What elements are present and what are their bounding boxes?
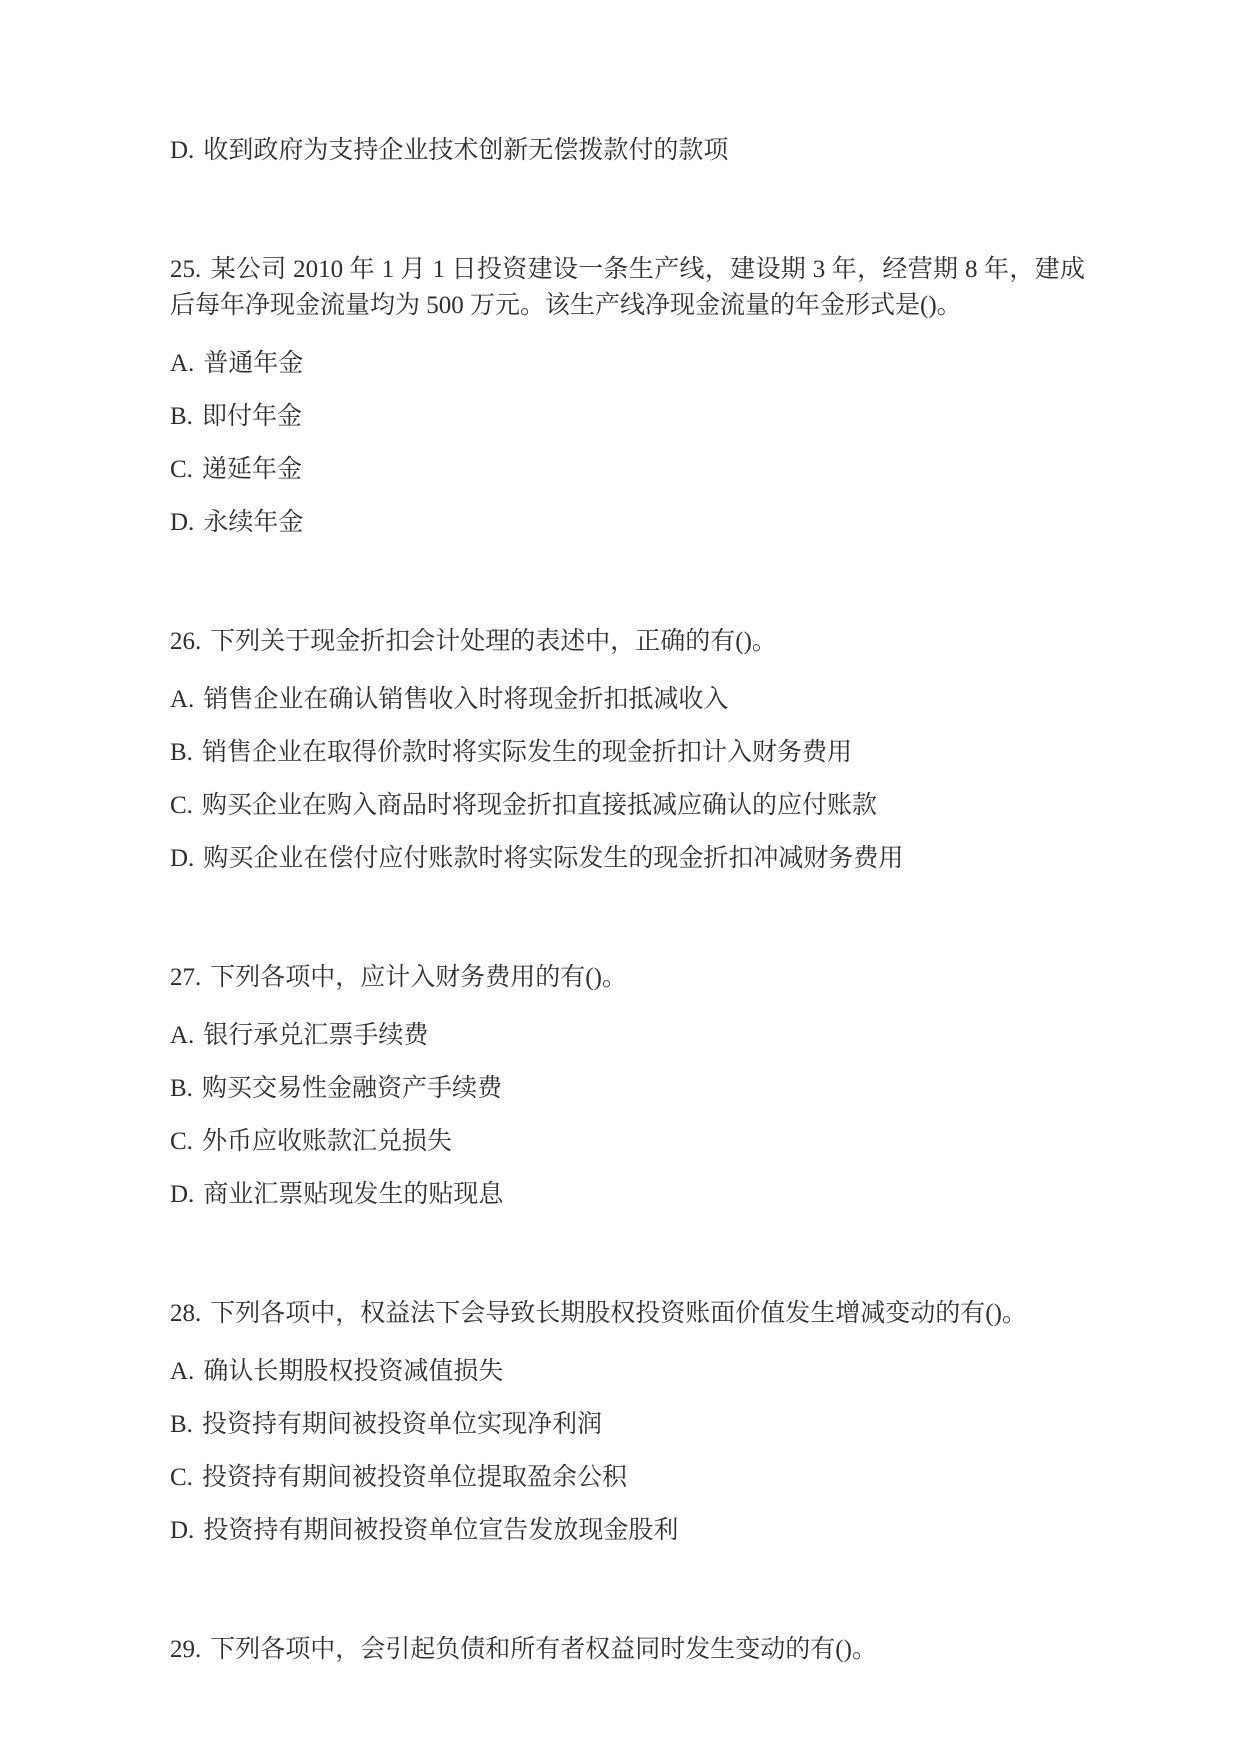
option-label: C.	[170, 1464, 193, 1491]
option-label: C.	[170, 1128, 193, 1155]
question-25-option-d	[170, 510, 1085, 536]
option-label: D.	[170, 1181, 195, 1208]
question-27	[170, 960, 1085, 1208]
option-line-prev-d	[170, 138, 1085, 164]
question-number: 25.	[170, 256, 202, 283]
option-text: 销售企业在确认销售收入时将现金折扣抵减收入	[203, 686, 729, 713]
question-28-stem	[170, 1296, 1085, 1332]
question-27-option-b	[170, 1076, 1085, 1102]
option-label: A.	[170, 1358, 195, 1385]
option-label: C.	[170, 456, 193, 483]
question-25-stem	[170, 252, 1085, 324]
option-text: 银行承兑汇票手续费	[203, 1022, 429, 1049]
option-label: B.	[170, 1075, 193, 1102]
question-number: 26.	[170, 628, 202, 655]
option-text: 销售企业在取得价款时将实际发生的现金折扣计入财务费用	[201, 739, 852, 766]
option-text: 外币应收账款汇兑损失	[201, 1128, 452, 1155]
option-label: D.	[170, 137, 195, 164]
option-label: D.	[170, 1517, 195, 1544]
option-label: B.	[170, 1411, 193, 1438]
question-26-option-b	[170, 740, 1085, 766]
option-text: 购买企业在购入商品时将现金折扣直接抵减应确认的应付账款	[201, 792, 877, 819]
question-26-option-a	[170, 687, 1085, 713]
question-stem-text: 下列各项中，会引起负债和所有者权益同时发生变动的有()。	[210, 1636, 877, 1663]
question-stem-text: 某公司 2010 年 1 月 1 日投资建设一条生产线，建设期 3 年，经营期 8 年，建成后每年净现金流量均为 500 万元。该生产线净现金流量的年金形式是()。	[170, 256, 1085, 319]
question-28-option-c	[170, 1465, 1085, 1491]
option-label: B.	[170, 739, 193, 766]
question-stem-text: 下列各项中，权益法下会导致长期股权投资账面价值发生增减变动的有()。	[210, 1300, 1027, 1327]
question-stem-text: 下列各项中，应计入财务费用的有()。	[210, 964, 627, 991]
option-text: 永续年金	[203, 509, 304, 536]
question-28	[170, 1296, 1085, 1544]
question-27-option-d	[170, 1182, 1085, 1208]
question-25-option-b	[170, 404, 1085, 430]
question-27-option-a	[170, 1023, 1085, 1049]
question-26-stem	[170, 624, 1085, 660]
question-25-option-c	[170, 457, 1085, 483]
question-26-option-d	[170, 846, 1085, 872]
question-25	[170, 252, 1085, 536]
question-27-stem	[170, 960, 1085, 996]
option-text: 商业汇票贴现发生的贴现息	[203, 1181, 504, 1208]
option-text: 确认长期股权投资减值损失	[203, 1358, 504, 1385]
option-label: A.	[170, 686, 195, 713]
option-label: B.	[170, 403, 193, 430]
question-26-option-c	[170, 793, 1085, 819]
question-25-option-a	[170, 351, 1085, 377]
option-label: C.	[170, 792, 193, 819]
option-text: 投资持有期间被投资单位宣告发放现金股利	[203, 1517, 679, 1544]
option-label: A.	[170, 350, 195, 377]
question-number: 28.	[170, 1300, 202, 1327]
option-label: D.	[170, 509, 195, 536]
question-stem-text: 下列关于现金折扣会计处理的表述中，正确的有()。	[210, 628, 777, 655]
question-number: 29.	[170, 1636, 202, 1663]
question-number: 27.	[170, 964, 202, 991]
option-text: 收到政府为支持企业技术创新无偿拨款付的款项	[203, 137, 729, 164]
option-label: A.	[170, 1022, 195, 1049]
option-text: 购买企业在偿付应付账款时将实际发生的现金折扣冲减财务费用	[203, 845, 904, 872]
question-28-option-d	[170, 1518, 1085, 1544]
question-28-option-b	[170, 1412, 1085, 1438]
option-label: D.	[170, 845, 195, 872]
option-text: 递延年金	[201, 456, 302, 483]
question-29-stem	[170, 1632, 1085, 1668]
question-29	[170, 1632, 1085, 1668]
option-text: 普通年金	[203, 350, 304, 377]
option-text: 即付年金	[201, 403, 302, 430]
question-28-option-a	[170, 1359, 1085, 1385]
option-text: 投资持有期间被投资单位实现净利润	[201, 1411, 602, 1438]
option-text: 购买交易性金融资产手续费	[201, 1075, 502, 1102]
question-26	[170, 624, 1085, 872]
question-27-option-c	[170, 1129, 1085, 1155]
option-text: 投资持有期间被投资单位提取盈余公积	[201, 1464, 627, 1491]
